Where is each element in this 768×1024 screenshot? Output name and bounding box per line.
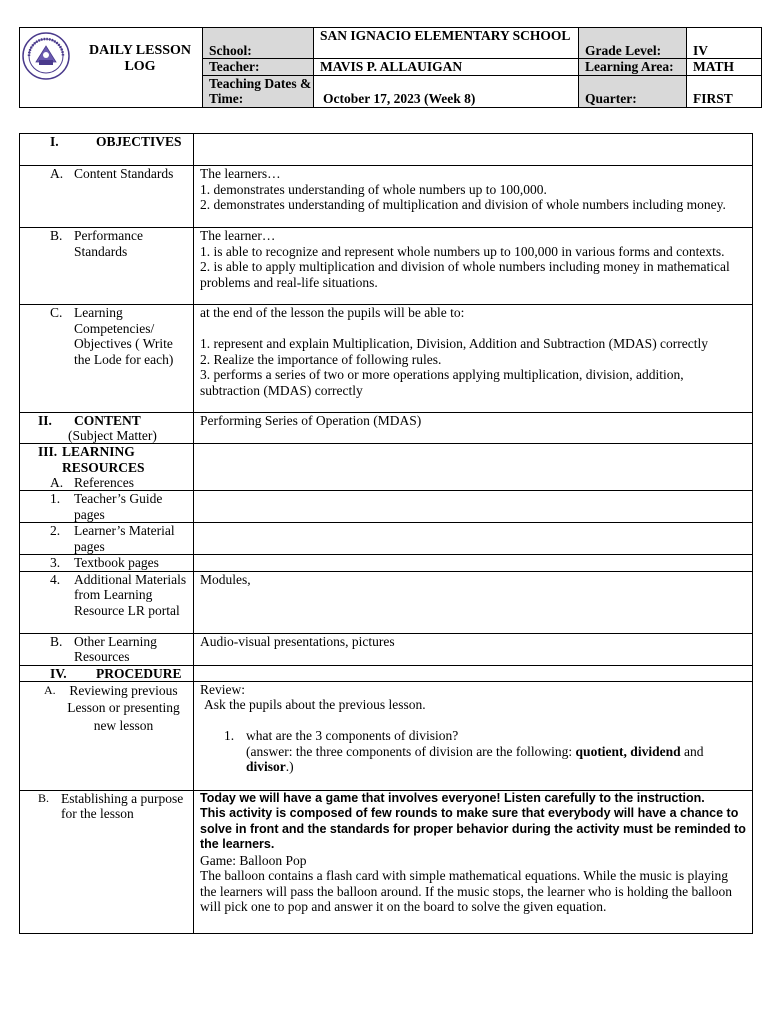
competencies-row xyxy=(20,305,753,413)
performance-standards-line: The learner… xyxy=(200,228,276,243)
competencies-intro: at the end of the lesson the pupils will be able to: xyxy=(200,305,465,320)
game-announcement: Today we will have a game that involves everyone! Listen carefully to the instruction. xyxy=(200,790,705,805)
objectives-num: I. xyxy=(50,134,59,149)
procedure-heading: PROCEDURE xyxy=(96,665,182,681)
review-question-num: 1. xyxy=(224,728,235,743)
quarter-value: FIRST xyxy=(687,75,762,107)
learners-material-mark: 2. xyxy=(50,523,61,538)
competencies-label: Learning Competencies/ Objectives ( Write the Lode for each) xyxy=(74,305,174,367)
review-instruction: Ask the pupils about the previous lesson. xyxy=(204,697,426,712)
teacher-value: MAVIS P. ALLAUIGAN xyxy=(314,59,579,76)
teaching-dates-label: Teaching Dates & Time: xyxy=(203,75,314,107)
grade-level-label: Grade Level: xyxy=(579,28,687,59)
content-row xyxy=(20,413,753,444)
other-resources-label: Other Learning Resources xyxy=(74,633,157,664)
content-num: II. xyxy=(38,413,52,428)
content-standards-label: Content Standards xyxy=(74,166,174,181)
teaching-dates-value: October 17, 2023 (Week 8) xyxy=(314,75,579,107)
grade-level-value: IV xyxy=(687,28,762,59)
content-standards-mark: A. xyxy=(50,166,64,181)
other-resources-value: Audio-visual presentations, pictures xyxy=(194,633,753,665)
review-question-item xyxy=(200,728,746,775)
other-resources-row xyxy=(20,633,753,665)
performance-standards-row xyxy=(20,228,753,305)
teachers-guide-label: Teacher’s Guide pages xyxy=(74,491,163,522)
school-value: SAN IGNACIO ELEMENTARY SCHOOL xyxy=(314,28,579,59)
procedure-num: IV. xyxy=(50,665,67,681)
textbook-row xyxy=(20,555,753,572)
textbook-label: Textbook pages xyxy=(74,555,159,570)
learning-resources-row xyxy=(20,444,753,491)
content-heading: CONTENT xyxy=(74,413,141,428)
establishing-label: Establishing a purpose for the lesson xyxy=(61,790,184,821)
objectives-row xyxy=(20,134,753,166)
document-title: DAILY LESSON LOG xyxy=(88,43,192,74)
competencies-mark: C. xyxy=(50,305,63,320)
establishing-mark: B. xyxy=(38,790,50,805)
content-subheading: (Subject Matter) xyxy=(68,428,157,443)
learners-material-row xyxy=(20,523,753,555)
performance-standards-label: Performance Standards xyxy=(74,228,143,259)
establishing-row xyxy=(20,790,753,933)
learning-area-label: Learning Area: xyxy=(579,59,687,76)
content-standards-line: 2. demonstrates understanding of multiplication and division of whole numbers including money. xyxy=(200,197,726,212)
resources-heading: LEARNING RESOURCES xyxy=(62,444,145,475)
reviewing-row xyxy=(20,681,753,790)
content-standards-line: The learners… xyxy=(200,166,281,181)
content-value: Performing Series of Operation (MDAS) xyxy=(194,413,753,444)
performance-standards-line: 1. is able to recognize and represent whole numbers up to 100,000 in various forms and contexts. xyxy=(200,243,725,259)
competencies-line: 2. Realize the importance of following rules. xyxy=(200,351,442,367)
header-table xyxy=(19,27,762,108)
procedure-row xyxy=(20,665,753,681)
additional-materials-mark: 4. xyxy=(50,571,61,587)
game-title: Game: Balloon Pop xyxy=(200,852,307,868)
lesson-table xyxy=(19,133,753,934)
learning-area-value: MATH xyxy=(687,59,762,76)
references-label: References xyxy=(74,475,134,490)
teacher-label: Teacher: xyxy=(203,59,314,76)
content-standards-row xyxy=(20,166,753,228)
resources-num: III. xyxy=(38,444,58,459)
quarter-label: Quarter: xyxy=(579,75,687,107)
school-label: School: xyxy=(203,28,314,59)
objectives-heading: OBJECTIVES xyxy=(96,134,182,149)
reviewing-mark: A. xyxy=(44,682,56,697)
review-question: what are the 3 components of division? xyxy=(246,728,459,743)
game-description: The balloon contains a flash card with simple mathematical equations. While the music is playing the learners will pass the balloon around. If the music stops, the learner who is holding the balloon will pick one to pop and answer it on the board to solve the given equation. xyxy=(200,868,733,915)
performance-standards-mark: B. xyxy=(50,228,63,243)
additional-materials-label: Additional Materials from Learning Resource LR portal xyxy=(74,571,187,618)
textbook-mark: 3. xyxy=(50,555,61,570)
review-heading: Review: xyxy=(200,681,245,697)
additional-materials-row xyxy=(20,571,753,633)
content-standards-line: 1. demonstrates understanding of whole numbers up to 100,000. xyxy=(200,181,547,197)
reviewing-label: Reviewing previous Lesson or presenting new lesson xyxy=(67,682,180,733)
performance-standards-line: 2. is able to apply multiplication and division of whole numbers including money in mathematical problems and real-life situations. xyxy=(200,259,730,290)
deped-seal-icon xyxy=(22,32,70,80)
other-resources-mark: B. xyxy=(50,633,63,649)
competencies-line: 3. performs a series of two or more operations applying multiplication, division, addition, subtraction (MDAS) correctly xyxy=(200,367,684,398)
teachers-guide-row xyxy=(20,491,753,523)
references-mark: A. xyxy=(50,475,64,490)
additional-materials-value: Modules, xyxy=(194,571,753,633)
teachers-guide-mark: 1. xyxy=(50,491,61,506)
learners-material-label: Learner’s Material pages xyxy=(74,523,175,554)
competencies-line: 1. represent and explain Multiplication, Division, Addition and Subtraction (MDAS) correctly xyxy=(200,336,709,351)
review-answer: (answer: the three components of division are the following: quotient, dividend and divisor.) xyxy=(246,743,704,774)
activity-rules: This activity is composed of few rounds to make sure that everybody will have a chance to solve in front and the standards for proper behavior during the activity must be reminded to the learners. xyxy=(200,806,746,852)
logo-title-cell xyxy=(20,28,203,108)
